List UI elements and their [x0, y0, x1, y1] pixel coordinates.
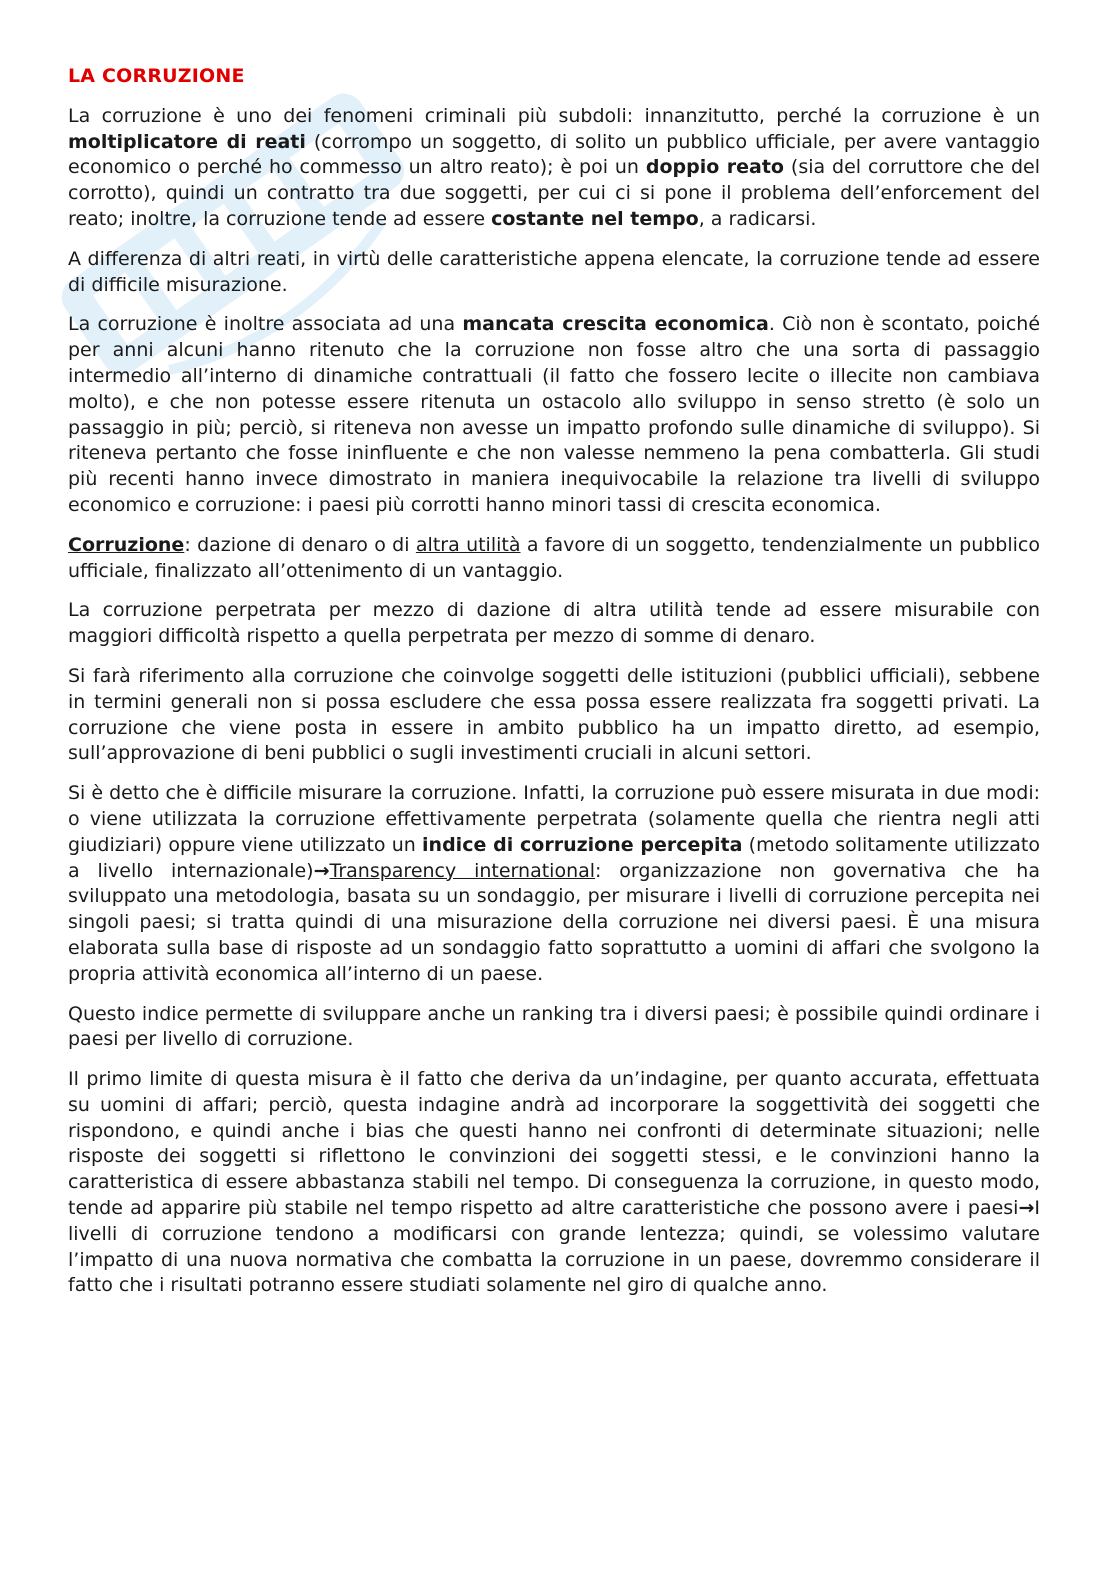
text-run: Si è detto che è difficile misurare la corruzione. Infatti, la corruzione può essere misurata in due modi: o viene utilizzata la corruzione effettivamente perpetrata (solamente quella che rientra negli atti giudiziari) oppure viene utilizzato un	[68, 782, 1040, 856]
paragraph-measurement-methods	[68, 781, 1040, 987]
bold-term: mancata crescita economica	[462, 313, 769, 336]
paragraph-intro	[68, 104, 1040, 233]
text-run: La corruzione è inoltre associata ad una	[68, 313, 463, 336]
bold-term: moltiplicatore di reati	[68, 130, 306, 153]
text-run: , a radicarsi.	[698, 207, 817, 230]
paragraph-ranking: Questo indice permette di sviluppare anche un ranking tra i diversi paesi; è possibile quindi ordinare i paesi per livello di corruzione.	[68, 1002, 1040, 1051]
paragraph-definition	[68, 533, 1040, 585]
arrow-right-icon: →	[313, 859, 330, 882]
bold-term: indice di corruzione percepita	[422, 833, 743, 856]
text-run: : dazione di denaro o di	[184, 533, 416, 556]
bold-term: doppio reato	[645, 156, 784, 179]
underlined-term: altra utilità	[415, 533, 521, 556]
text-run: Il primo limite di questa misura è il fatto che deriva da un’indagine, per quanto accurata, effettuata su uomini di affari; perciò, questa indagine andrà ad incorporare la soggettività dei soggetti che rispondono, e quindi anche i bias che questi hanno nei confronti di determinate situazioni; nelle risposte dei soggetti si riflettono le convinzioni dei soggetti stessi, e le convinzioni hanno la caratteristica di essere abbastanza stabili nel tempo. Di conseguenza la corruzione, in questo modo, tende ad apparire più stabile nel tempo rispetto ad altre caratteristiche che possono avere i paesi	[68, 1068, 1040, 1220]
text-run: . Ciò non è scontato, poiché per anni alcuni hanno ritenuto che la corruzione non fosse altro che una sorta di passaggio intermedio all’interno di dinamiche contrattuali (il fatto che fossero lecite o illecite non cambiava molto), e che non potesse essere ritenuta un ostacolo allo sviluppo in senso stretto (è solo un passaggio in più; perciò, si riteneva non avesse un impatto profondo sulle dinamiche di sviluppo). Si riteneva pertanto che fosse ininfluente e che non valesse nemmeno la pena combatterla. Gli studi più recenti hanno invece dimostrato in maniera inequivocabile la relazione tra livelli di sviluppo economico e corruzione: i paesi più corrotti hanno minori tassi di crescita economica.	[68, 313, 1041, 516]
text-run: I livelli di corruzione tendono a modificarsi con grande lentezza; quindi, se volessimo valutare l’impatto di una nuova normativa che combatta la corruzione in un paese, dovremmo considerare il fatto che i risultati potranno essere studiati solamente nel giro di qualche anno.	[68, 1197, 1040, 1297]
text-run: (corrompo un soggetto, di solito un pubblico ufficiale, per avere vantaggio economico o perché ho commesso un altro reato); è poi un	[68, 130, 1041, 179]
arrow-right-icon: →	[1018, 1197, 1035, 1220]
text-run: a favore di un soggetto, tendenzialmente un pubblico ufficiale, finalizzato all’ottenimento di un vantaggio.	[68, 533, 1041, 582]
document-title: LA CORRUZIONE	[68, 65, 245, 87]
text-run: (metodo solitamente utilizzato a livello internazionale)	[68, 833, 1040, 882]
paragraph-public-officials: Si farà riferimento alla corruzione che coinvolge soggetti delle istituzioni (pubblici ufficiali), sebbene in termini generali non si possa escludere che essa possa essere realizzata fra soggetti privati. La corruzione che viene posta in essere in ambito pubblico ha un impatto diretto, ad esempio, sull’approvazione di beni pubblici o sugli investimenti cruciali in alcuni settori.	[68, 664, 1040, 765]
text-run: (sia del corruttore che del corrotto), quindi un contratto tra due soggetti, per cui ci si pone il problema dell’enforcement del reato; inoltre, la corruzione tende ad essere	[68, 156, 1041, 230]
bold-term: costante nel tempo	[491, 207, 699, 230]
paragraph-limits	[68, 1067, 1040, 1299]
text-run: : organizzazione non governativa che ha sviluppato una metodologia, basata su un sondaggio, per misurare i livelli di corruzione percepita nei singoli paesi; si tratta quindi di una misurazione della corruzione nei diversi paesi. È una misura elaborata sulla base di risposte ad un sondaggio fatto soprattutto a uomini di affari che svolgono la propria attività economica all’interno di un paese.	[68, 859, 1040, 985]
paragraph-measurement-difficulty: A differenza di altri reati, in virtù delle caratteristiche appena elencate, la corruzione tende ad essere di difficile misurazione.	[68, 247, 1040, 296]
definition-term: Corruzione	[68, 533, 185, 556]
document-body	[68, 64, 1040, 1313]
underlined-term: Transparency international	[329, 859, 596, 882]
paragraph-economic-growth	[68, 312, 1040, 518]
paragraph-other-utility: La corruzione perpetrata per mezzo di dazione di altra utilità tende ad essere misurabile con maggiori difficoltà rispetto a quella perpetrata per mezzo di somme di denaro.	[68, 599, 1040, 648]
text-run: La corruzione è uno dei fenomeni criminali più subdoli: innanzitutto, perché la corruzione è un	[68, 104, 1040, 127]
